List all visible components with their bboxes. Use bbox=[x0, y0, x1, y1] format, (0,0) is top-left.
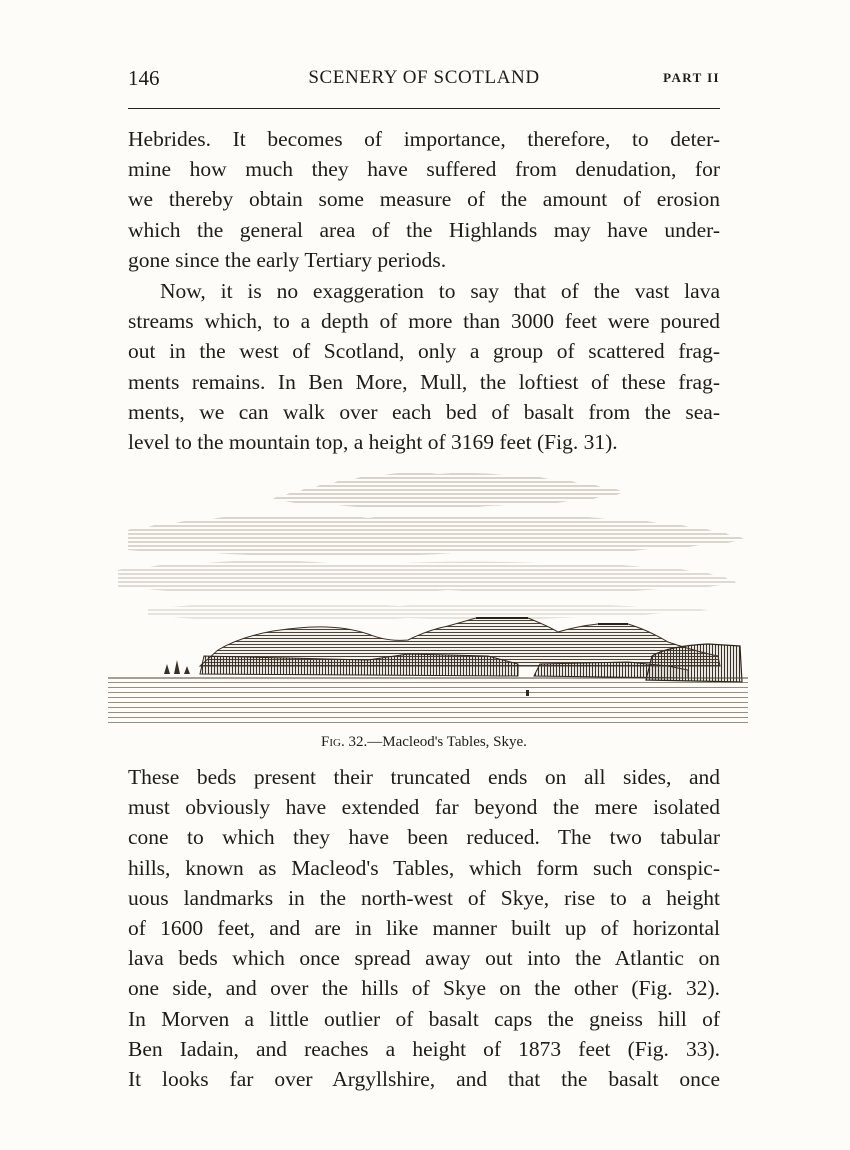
text-line: uous landmarks in the north-west of Skye, rise to a height bbox=[128, 885, 720, 910]
text-line: mine how much they have suffered from denudation, for bbox=[128, 157, 720, 182]
part-label: PART II bbox=[663, 70, 720, 85]
running-head bbox=[128, 66, 720, 96]
sea bbox=[108, 678, 748, 724]
figure-caption-text: —Macleod's Tables, Skye. bbox=[367, 734, 527, 750]
text-line: In Morven a little outlier of basalt caps the gneiss hill of bbox=[128, 1006, 720, 1031]
text-line: hills, known as Macleod's Tables, which form such conspic- bbox=[128, 855, 720, 880]
text-line: Hebrides. It becomes of importance, therefore, to deter- bbox=[128, 127, 720, 151]
text-line: ments remains. In Ben More, Mull, the loftiest of these frag- bbox=[128, 369, 720, 394]
text-line: streams which, to a depth of more than 3000 feet were poured bbox=[128, 309, 720, 334]
paragraph-continued bbox=[128, 124, 720, 275]
figure-label: Fig. 32. bbox=[321, 734, 368, 750]
text-line: gone since the early Tertiary periods. bbox=[128, 247, 447, 272]
text-line: out in the west of Scotland, only a group of scattered frag- bbox=[128, 339, 720, 364]
text-line: Ben Iadain, and reaches a height of 1873 feet (Fig. 33). bbox=[128, 1036, 720, 1061]
text-line: one side, and over the hills of Skye on the other (Fig. 32). bbox=[128, 976, 720, 1001]
text-line: It looks far over Argyllshire, and that the basalt once bbox=[128, 1066, 720, 1091]
figure-engraving bbox=[108, 460, 748, 728]
macleods-tables-engraving bbox=[108, 460, 748, 728]
text-line: ments, we can walk over each bed of basalt from the sea- bbox=[128, 399, 720, 424]
text-line: These beds present their truncated ends on all sides, and bbox=[128, 765, 720, 789]
text-line: which the general area of the Highlands may have under- bbox=[128, 217, 720, 242]
header-rule bbox=[128, 108, 720, 109]
text-line: cone to which they have been reduced. The two tabular bbox=[128, 825, 720, 850]
text-line: lava beds which once spread away out into the Atlantic on bbox=[128, 946, 720, 971]
running-title: SCENERY OF SCOTLAND bbox=[308, 67, 540, 88]
text-line: level to the mountain top, a height of 3169 feet (Fig. 31). bbox=[128, 429, 618, 454]
text-line: must obviously have extended far beyond the mere isolated bbox=[128, 795, 720, 820]
text-line: Now, it is no exaggeration to say that of the vast lava bbox=[160, 279, 720, 303]
cloud-bands bbox=[118, 473, 748, 621]
paragraph-macleods-tables bbox=[128, 762, 720, 1094]
figure-caption bbox=[128, 734, 720, 751]
paragraph-lava-streams bbox=[128, 276, 720, 457]
text-line: of 1600 feet, and are in like manner built up of horizontal bbox=[128, 915, 720, 940]
page-number: 146 bbox=[128, 66, 160, 90]
text-line: we thereby obtain some measure of the amount of erosion bbox=[128, 187, 720, 212]
